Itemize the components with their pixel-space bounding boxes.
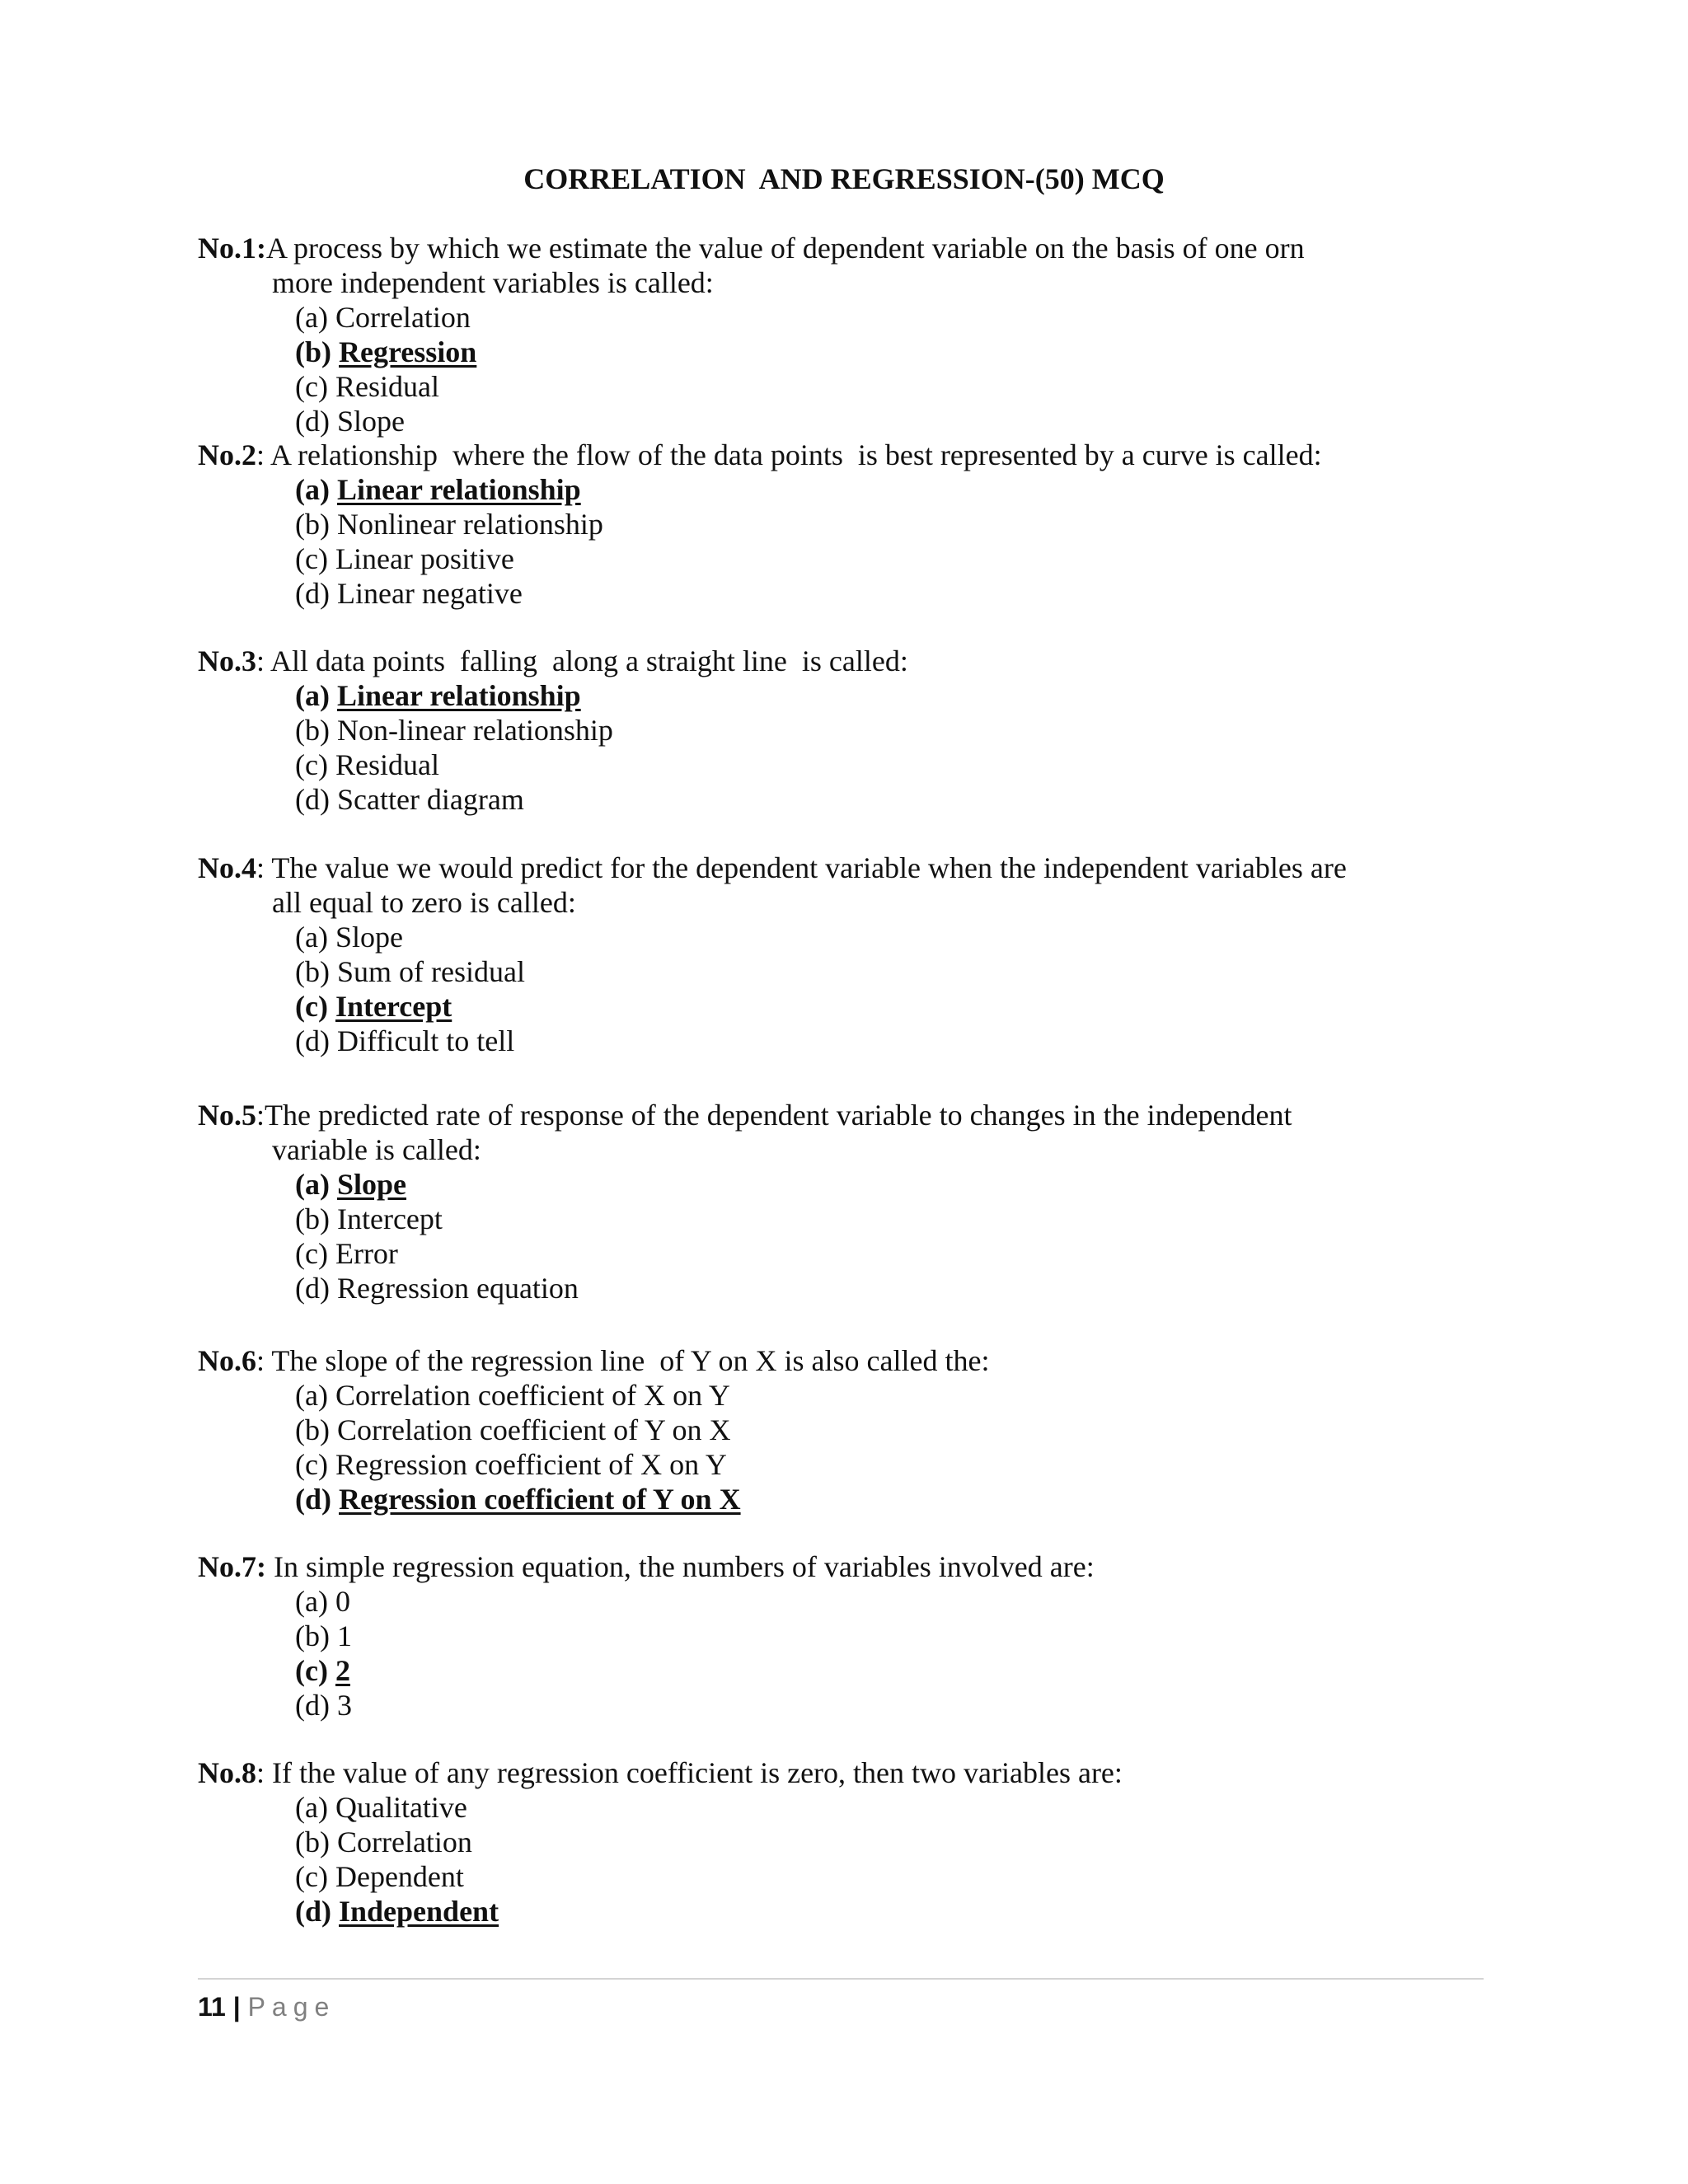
option-label: (b): [295, 714, 330, 747]
answer-option: [295, 507, 1484, 541]
option-label: (c): [295, 370, 328, 403]
option-label: (b): [295, 335, 331, 368]
question-text-continued: all equal to zero is called:: [272, 886, 576, 919]
option-text: Correlation coefficient of X on Y: [335, 1379, 730, 1412]
question-text-continued: variable is called:: [272, 1133, 481, 1166]
option-label: (a): [295, 1168, 330, 1201]
option-label: (b): [295, 508, 330, 541]
option-label: (c): [295, 1654, 328, 1687]
option-text: 0: [335, 1585, 350, 1618]
question-number: No.2: [198, 438, 256, 471]
option-text: Dependent: [335, 1860, 464, 1893]
option-text: Linear relationship: [336, 679, 581, 712]
question-text: : The value we would predict for the dependent variable when the independent variables are: [256, 851, 1347, 884]
question-number: No.7:: [198, 1550, 266, 1583]
option-label: (d): [295, 405, 330, 438]
question-number: No.1:: [198, 232, 266, 265]
question-number: No.5: [198, 1099, 256, 1132]
option-text: Regression: [339, 335, 477, 368]
option-list: [198, 1790, 1484, 1929]
answer-option: [295, 782, 1484, 817]
question-text: : The slope of the regression line of Y on X is also called the:: [256, 1344, 990, 1377]
option-label: (d): [295, 1024, 330, 1057]
answer-option: [295, 300, 1484, 335]
option-label: (a): [295, 1791, 328, 1824]
question-text-continued: more independent variables is called:: [272, 266, 714, 299]
option-text: Linear relationship: [336, 473, 581, 506]
question-block: [198, 851, 1484, 1058]
option-text: Non-linear relationship: [336, 714, 613, 747]
option-label: (c): [295, 748, 328, 781]
question-stem: [198, 438, 1484, 472]
option-text: Slope: [335, 921, 403, 954]
correct-answer-option: [295, 1482, 1484, 1516]
correct-answer-option: [295, 1167, 1484, 1202]
option-text: Linear positive: [335, 542, 514, 575]
question-block: [198, 438, 1484, 611]
option-label: (a): [295, 921, 328, 954]
option-text: Intercept: [336, 1202, 443, 1235]
question-stem: [198, 644, 1484, 678]
question-stem: [198, 1343, 1484, 1378]
option-list: [198, 1167, 1484, 1305]
option-text: Regression coefficient of X on Y: [335, 1448, 727, 1481]
question-block: [198, 644, 1484, 817]
option-text: Regression coefficient of Y on X: [339, 1483, 741, 1516]
answer-option: [295, 1447, 1484, 1482]
answer-option: [295, 1825, 1484, 1859]
option-label: (c): [295, 1860, 328, 1893]
question-text: A process by which we estimate the value of dependent variable on the basis of one orn: [266, 232, 1305, 265]
question-text: :The predicted rate of response of the dependent variable to changes in the independent: [256, 1099, 1292, 1132]
question-stem: [198, 1755, 1484, 1790]
option-text: Error: [335, 1237, 398, 1270]
correct-answer-option: [295, 989, 1484, 1024]
question-number: No.6: [198, 1344, 256, 1377]
option-list: [198, 300, 1484, 438]
option-label: (d): [295, 1895, 331, 1928]
option-label: (a): [295, 473, 330, 506]
option-label: (b): [295, 1202, 330, 1235]
option-text: 3: [336, 1689, 352, 1722]
question-block: [198, 231, 1484, 438]
correct-answer-option: [295, 335, 1484, 369]
option-label: (b): [295, 1413, 330, 1446]
option-label: (c): [295, 1237, 328, 1270]
option-text: Slope: [336, 1168, 407, 1201]
option-list: [198, 1378, 1484, 1516]
question-stem: [198, 1549, 1484, 1584]
option-label: (a): [295, 1585, 328, 1618]
answer-option: [295, 1619, 1484, 1653]
option-list: [198, 472, 1484, 611]
question-block: [198, 1343, 1484, 1516]
option-label: (a): [295, 1379, 328, 1412]
page-footer-text: [198, 1991, 1484, 2022]
answer-option: [295, 1202, 1484, 1236]
footer-divider: [198, 1978, 1484, 1980]
question-text: In simple regression equation, the numbers of variables involved are:: [266, 1550, 1095, 1583]
correct-answer-option: [295, 678, 1484, 713]
option-text: Sum of residual: [336, 955, 525, 988]
option-text: Regression equation: [336, 1272, 579, 1305]
question-number: No.3: [198, 644, 256, 677]
question-text: : A relationship where the flow of the data points is best represented by a curve is called:: [256, 438, 1322, 471]
option-text: Correlation: [336, 1825, 472, 1858]
question-stem: [198, 851, 1484, 885]
correct-answer-option: [295, 1894, 1484, 1929]
answer-option: [295, 1584, 1484, 1619]
option-label: (a): [295, 679, 330, 712]
answer-option: [295, 541, 1484, 576]
question-block: [198, 1098, 1484, 1305]
option-text: Qualitative: [335, 1791, 467, 1824]
option-text: Scatter diagram: [336, 783, 524, 816]
correct-answer-option: [295, 1653, 1484, 1688]
answer-option: [295, 404, 1484, 438]
option-label: (d): [295, 1483, 331, 1516]
answer-option: [295, 576, 1484, 611]
answer-option: [295, 1271, 1484, 1305]
question-text: : If the value of any regression coefficient is zero, then two variables are:: [256, 1756, 1123, 1789]
option-text: Independent: [339, 1895, 499, 1928]
option-list: [198, 678, 1484, 817]
option-label: (b): [295, 1825, 330, 1858]
question-stem: [198, 231, 1484, 265]
option-label: (d): [295, 783, 330, 816]
option-text: 1: [336, 1619, 352, 1652]
option-text: Correlation coefficient of Y on X: [336, 1413, 731, 1446]
option-list: [198, 1584, 1484, 1722]
option-text: Residual: [335, 370, 439, 403]
option-text: Slope: [336, 405, 405, 438]
option-label: (d): [295, 1272, 330, 1305]
page-number: 11: [198, 1992, 226, 2022]
answer-option: [295, 713, 1484, 748]
question-number: No.8: [198, 1756, 256, 1789]
answer-option: [295, 1236, 1484, 1271]
option-label: (c): [295, 990, 328, 1023]
answer-option: [295, 954, 1484, 989]
question-number: No.4: [198, 851, 256, 884]
page-footer: [198, 1978, 1484, 2022]
option-text: Intercept: [335, 990, 452, 1023]
option-label: (d): [295, 577, 330, 610]
option-text: Linear negative: [336, 577, 523, 610]
page-word: Page: [247, 1992, 336, 2022]
answer-option: [295, 1859, 1484, 1894]
correct-answer-option: [295, 472, 1484, 507]
answer-option: [295, 748, 1484, 782]
page-title: CORRELATION AND REGRESSION-(50) MCQ: [523, 162, 1165, 195]
option-label: (b): [295, 1619, 330, 1652]
option-list: [198, 920, 1484, 1058]
page-separator: |: [225, 1992, 248, 2022]
answer-option: [295, 369, 1484, 404]
answer-option: [295, 1688, 1484, 1722]
question-text: : All data points falling along a straight line is called:: [256, 644, 908, 677]
option-label: (b): [295, 955, 330, 988]
answer-option: [295, 1378, 1484, 1413]
answer-option: [295, 1790, 1484, 1825]
option-label: (d): [295, 1689, 330, 1722]
question-block: [198, 1755, 1484, 1929]
question-stem: [198, 1098, 1484, 1132]
option-text: Nonlinear relationship: [336, 508, 603, 541]
option-label: (a): [295, 301, 328, 334]
answer-option: [295, 1024, 1484, 1058]
option-text: 2: [335, 1654, 350, 1687]
answer-option: [295, 1413, 1484, 1447]
option-text: Correlation: [335, 301, 471, 334]
option-text: Residual: [335, 748, 439, 781]
question-block: [198, 1549, 1484, 1722]
option-text: Difficult to tell: [336, 1024, 515, 1057]
option-label: (c): [295, 542, 328, 575]
option-label: (c): [295, 1448, 328, 1481]
answer-option: [295, 920, 1484, 954]
